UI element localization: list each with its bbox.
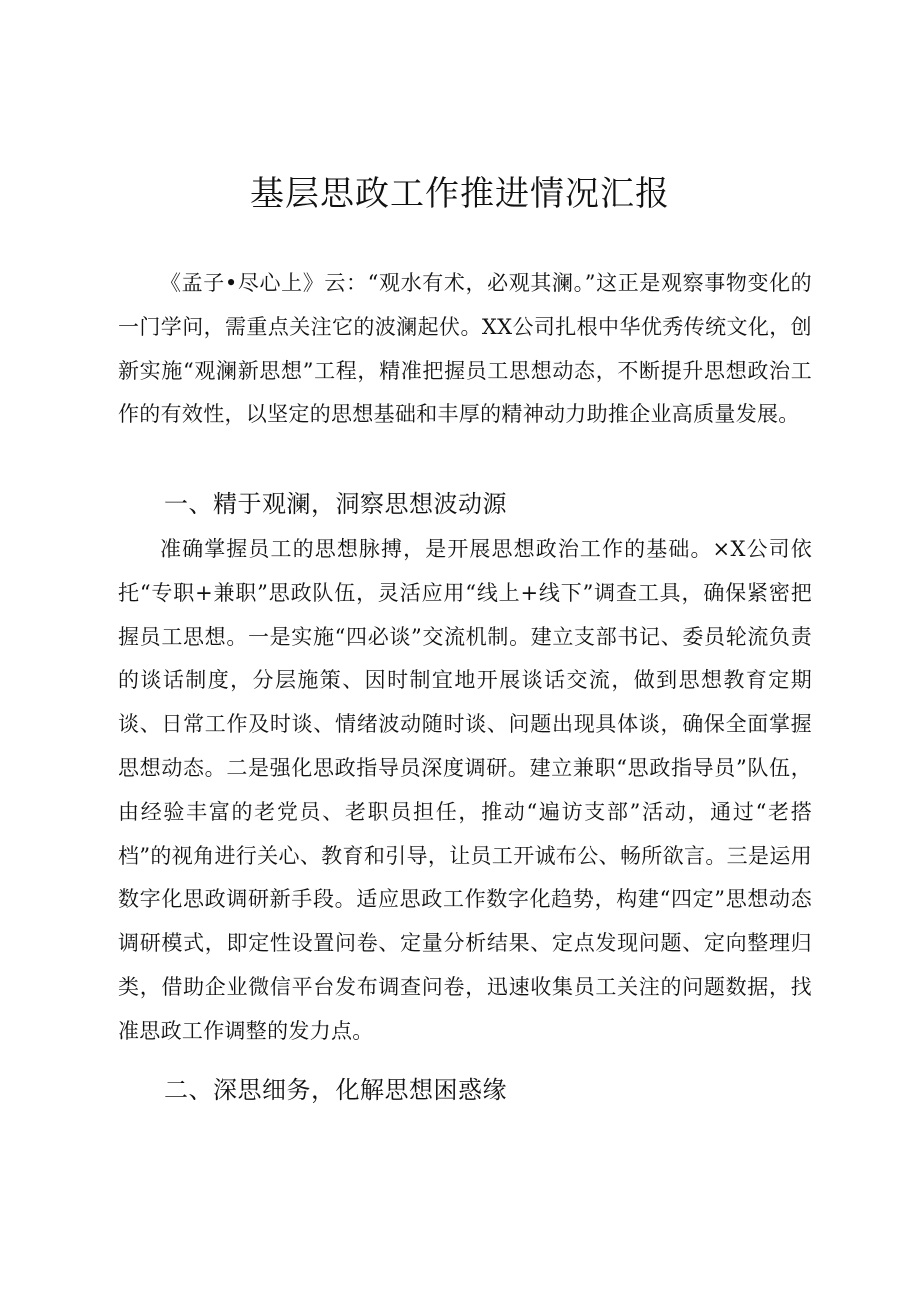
intro-paragraph: 《孟子•尽心上》云：“观水有术，必观其澜。”这正是观察事物变化的一门学问，需重点关注它的波澜起伏。XX公司扎根中华优秀传统文化，创新实施“观澜新思想”工程，精准把握员工思想动态，不断提升思想政治工作的有效性，以坚定的思想基础和丰厚的精神动力助推企业高质量发展。	[118, 271, 812, 427]
section-heading-2: 二、深思细务，化解思想困惑缘	[164, 1076, 507, 1104]
section-heading-1: 一、精于观澜，洞察思想波动源	[164, 490, 507, 518]
section-1-paragraph: 准确掌握员工的思想脉搏，是开展思想政治工作的基础。×X公司依托“专职+兼职”思政队伍，灵活应用“线上+线下”调查工具，确保紧密把握员工思想。一是实施“四必谈”交流机制。建立支部书记、委员轮流负责的谈话制度，分层施策、因时制宜地开展谈话交流，做到思想教育定期谈、日常工作及时谈、情绪波动随时谈、问题出现具体谈，确保全面掌握思想动态。二是强化思政指导员深度调研。建立兼职“思政指导员”队伍，由经验丰富的老党员、老职员担任，推动“遍访支部”活动，通过“老搭档”的视角进行关心、教育和引导，让员工开诚布公、畅所欲言。三是运用数字化思政调研新手段。适应思政工作数字化趋势，构建“四定”思想动态调研模式，即定性设置问卷、定量分析结果、定点发现问题、定向整理归类，借助企业微信平台发布调查问卷，迅速收集员工关注的问题数据，找准思政工作调整的发力点。	[118, 537, 812, 1043]
document-title: 基层思政工作推进情况汇报	[250, 174, 670, 214]
